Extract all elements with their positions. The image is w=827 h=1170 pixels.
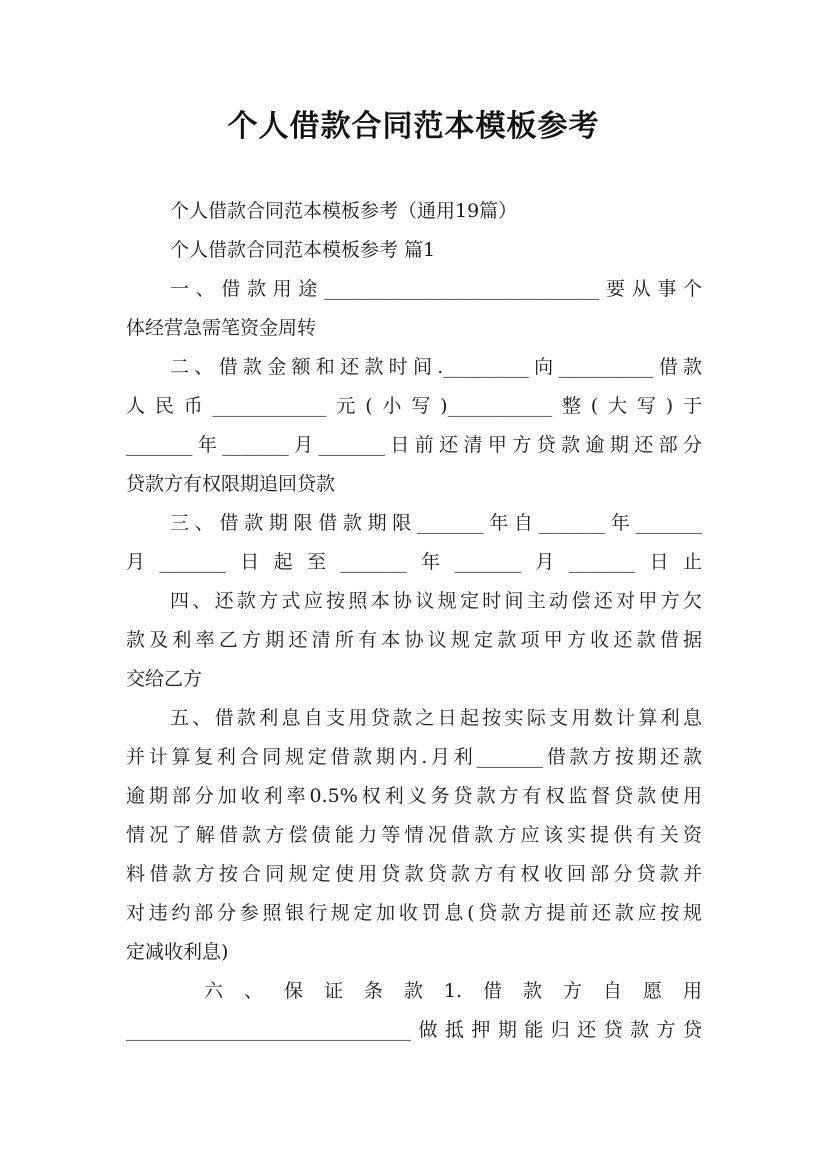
paragraph-line: 料借款方按合同规定使用贷款贷款方有权收回部分贷款并 [126, 863, 702, 885]
paragraph-line: 贷款方有权限期追回贷款 [126, 473, 336, 495]
paragraph-line: 五、借款利息自支用贷款之日起按实际支用数计算利息 [170, 707, 702, 729]
paragraph-line: _______年_______月_______日前还清甲方贷款逾期还部分 [126, 434, 702, 456]
paragraph-line: 情况了解借款方偿债能力等情况借款方应该实提供有关资 [126, 824, 702, 846]
paragraph-line: 对违约部分参照银行规定加收罚息(贷款方提前还款应按规 [126, 902, 702, 924]
paragraph-line: 一、借款用途_____________________________要从事个 [170, 278, 702, 300]
paragraph-line: 款及利率乙方期还清所有本协议规定款项甲方收还款借据 [126, 629, 702, 651]
paragraph-line: 人民币____________元(小写)___________整(大写)于 [126, 395, 702, 417]
paragraph-line: 并计算复利合同规定借款期内.月利_______借款方按期还款 [126, 746, 702, 768]
paragraph-line: ______________________________做抵押期能归还贷款方贷 [126, 1019, 702, 1041]
paragraph-line: 交给乙方 [126, 668, 203, 690]
paragraph-line: 二、借款金额和还款时间._________向__________借款 [170, 356, 702, 378]
subtitle-line: 个人借款合同范本模板参考（通用19篇） [170, 200, 518, 222]
paragraph-line: 月_______日起至_______年_______月_______日止 [126, 551, 702, 573]
paragraph-line: 逾期部分加收利率0.5%权利义务贷款方有权监督贷款使用 [126, 785, 702, 807]
paragraph-line: 三、借款期限借款期限_______年自_______年_______ [170, 512, 702, 534]
paragraph-line: 六、保证条款1.借款方自愿用 [204, 980, 702, 1002]
paragraph-line: 定减收利息) [126, 941, 229, 963]
paragraph-line: 体经营急需笔资金周转 [126, 317, 317, 339]
document-title: 个人借款合同范本模板参考 [227, 109, 600, 144]
paragraph-line: 四、还款方式应按照本协议规定时间主动偿还对甲方欠 [170, 590, 702, 612]
section-heading-line: 个人借款合同范本模板参考 篇1 [170, 239, 436, 261]
